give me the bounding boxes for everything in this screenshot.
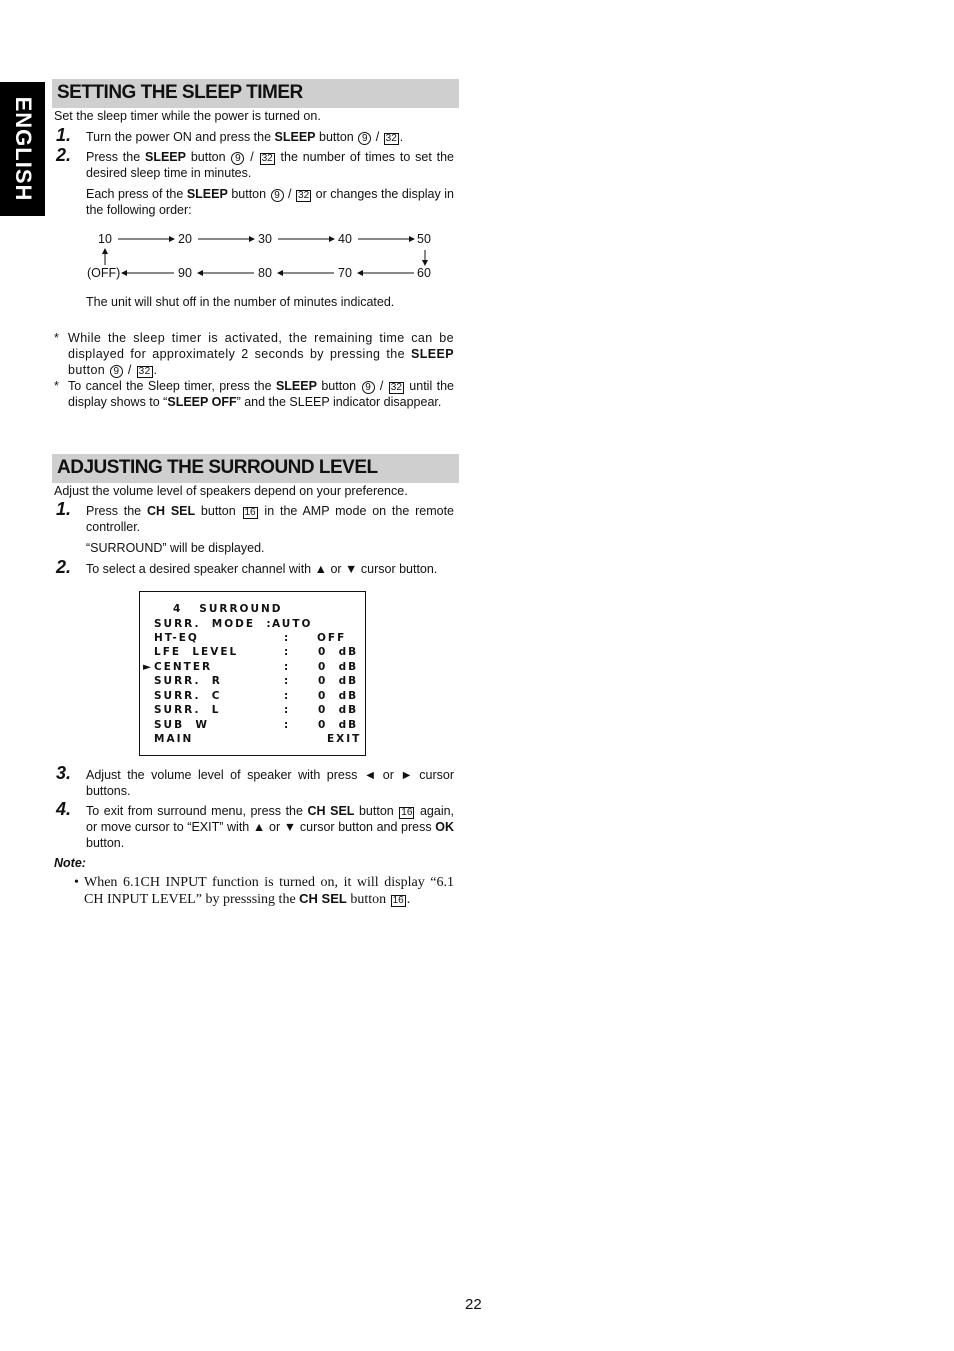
sleep-intro: Set the sleep timer while the power is turned on.: [54, 109, 321, 123]
button-ref-9-icon: 9: [271, 189, 284, 202]
menu-row: SURR. R : 0 dB: [154, 675, 359, 687]
button-ref-32-icon: 32: [298, 190, 310, 201]
sleep-note-2: To cancel the Sleep timer, press the SLEEP button 9 / 32 until the display shows to “SLEEP OFF” and the SLEEP indicator disappear.: [68, 379, 454, 409]
surround-step4: To exit from surround menu, press the CH SEL button 16 again, or move cursor to “EXIT” with ▲ or ▼ cursor button and press OK button.: [86, 804, 455, 850]
sleep-timer-heading: SETTING THE SLEEP TIMER: [57, 82, 303, 103]
sleep-step2-number: 2.: [56, 145, 72, 165]
menu-row: LFE LEVEL : 0 dB: [154, 646, 359, 658]
button-ref-32-icon: 32: [385, 133, 397, 144]
menu-row-selected: ► CENTER : 0 dB: [143, 661, 359, 673]
surround-step2-number: 2.: [56, 557, 72, 577]
note-bullet: •: [74, 875, 79, 890]
menu-title: 4 SURROUND: [173, 603, 283, 615]
menu-row: SUB W : 0 dB: [154, 719, 359, 731]
note-label: Note:: [54, 856, 86, 870]
surround-intro: Adjust the volume level of speakers depend on your preference.: [54, 484, 408, 498]
button-ref-32-icon: 32: [261, 153, 273, 164]
sleep-note-1: While the sleep timer is activated, the remaining time can be displayed for approximately 2 seconds by pressing the SLEEP button 9 / 32 .: [68, 331, 454, 377]
sleep-step1-number: 1.: [56, 125, 72, 145]
cursor-arrow-icon: ►: [143, 661, 152, 673]
sleep-step1: Turn the power ON and press the SLEEP button 9 / 32 .: [86, 130, 404, 144]
sequence-value: 60: [417, 266, 431, 280]
surround-note: When 6.1CH INPUT function is turned on, it will display “6.1 CH INPUT LEVEL” by presssing the CH SEL button 16 .: [84, 875, 454, 907]
sequence-value: 50: [417, 232, 431, 246]
sequence-arrows: [0, 0, 954, 300]
menu-row: SURR. L : 0 dB: [154, 704, 359, 716]
button-ref-16-icon: 16: [244, 507, 256, 518]
button-ref-16-icon: 16: [401, 807, 413, 818]
button-ref-9-icon: 9: [110, 365, 123, 378]
sequence-value: 40: [338, 232, 352, 246]
button-ref-9-icon: 9: [362, 381, 375, 394]
menu-exit-option: EXIT: [327, 733, 362, 745]
button-ref-32-icon: 32: [138, 366, 151, 377]
sleep-each-press: Each press of the SLEEP button 9 / 32 or changes the display in the following order:: [86, 187, 454, 217]
sequence-value: (OFF): [87, 266, 121, 280]
button-ref-9-icon: 9: [231, 152, 244, 165]
sequence-value: 70: [338, 266, 352, 280]
surround-menu-display: [139, 591, 366, 756]
note-star: *: [54, 331, 59, 345]
note-star: *: [54, 379, 59, 393]
menu-title-row: [140, 602, 367, 616]
surround-step4-number: 4.: [56, 799, 72, 819]
surround-displayed: “SURROUND” will be displayed.: [86, 541, 265, 555]
button-ref-9-icon: 9: [358, 132, 371, 145]
surround-step3: Adjust the volume level of speaker with press ◄ or ► cursor buttons.: [86, 768, 454, 798]
menu-row: SURR. C : 0 dB: [154, 690, 359, 702]
language-tab-label: ENGLISH: [10, 96, 36, 202]
sequence-value: 20: [178, 232, 192, 246]
menu-row: HT-EQ : OFF: [154, 632, 347, 644]
surround-step3-number: 3.: [56, 763, 72, 783]
page-number: 22: [465, 1296, 482, 1313]
sequence-value: 10: [98, 232, 112, 246]
button-ref-16-icon: 16: [392, 895, 404, 906]
button-ref-32-icon: 32: [390, 382, 402, 393]
sleep-shutoff-note: The unit will shut off in the number of minutes indicated.: [86, 295, 395, 309]
menu-row: SURR. MODE : AUTO: [154, 618, 313, 630]
sequence-value: 90: [178, 266, 192, 280]
surround-step1: Press the CH SEL button 16 in the AMP mode on the remote controller.: [86, 504, 454, 534]
surround-step1-number: 1.: [56, 499, 72, 519]
menu-footer-row: [140, 732, 367, 746]
menu-main-option: MAIN: [154, 733, 194, 745]
surround-step2: To select a desired speaker channel with ▲ or ▼ cursor button.: [86, 562, 438, 576]
sequence-value: 30: [258, 232, 272, 246]
surround-heading-bar: [52, 454, 459, 483]
sleep-step2: Press the SLEEP button 9 / 32 the number of times to set the desired sleep time in minutes.: [86, 150, 455, 180]
surround-heading: ADJUSTING THE SURROUND LEVEL: [57, 457, 378, 478]
sequence-value: 80: [258, 266, 272, 280]
